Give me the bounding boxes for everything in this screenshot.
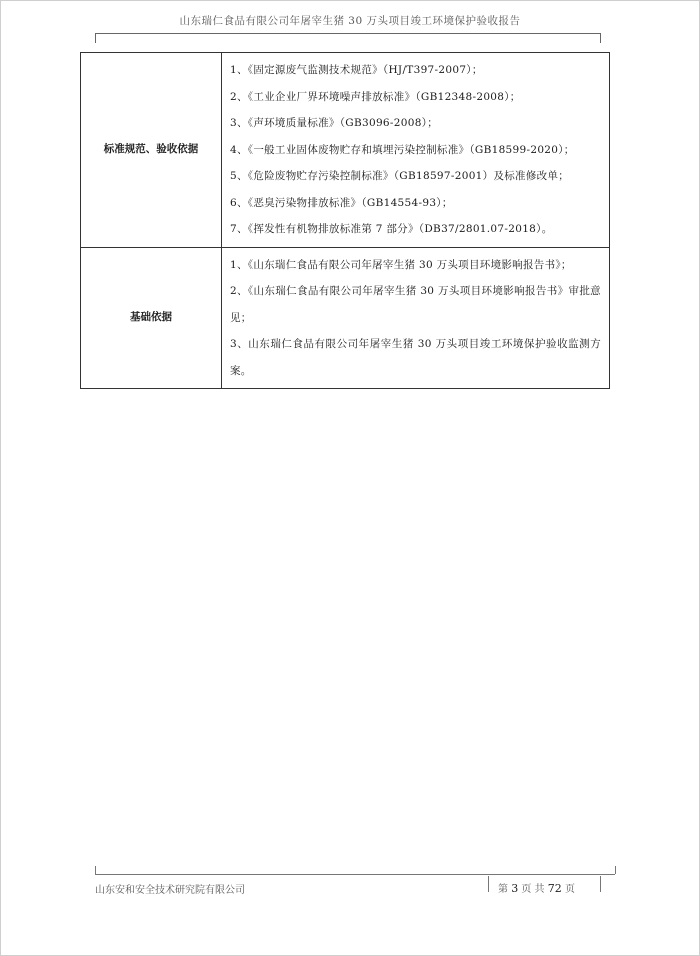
standards-table: [80, 52, 610, 389]
footer-divider: [488, 876, 489, 892]
list-item: 6、《恶臭污染物排放标准》（GB14554-93）；: [230, 196, 453, 209]
footer-company: 山东安和安全技术研究院有限公司: [95, 885, 245, 896]
page-header-title: 山东瑞仁食品有限公司年屠宰生猪 30 万头项目竣工环境保护验收报告: [179, 15, 521, 27]
list-item: 3、山东瑞仁食品有限公司年屠宰生猪 30 万头项目竣工环境保护验收监测方案。: [230, 338, 601, 377]
page-mid: 页 共: [521, 884, 545, 895]
footer-tick-right: [615, 866, 616, 874]
page-suffix: 页: [564, 884, 575, 895]
list-item: 5、《危险废物贮存污染控制标准》（GB18597-2001）及标准修改单；: [230, 170, 570, 182]
footer-divider: [600, 876, 601, 892]
list-item: 1、《固定源废气监测技术规范》（HJ/T397-2007）；: [230, 64, 483, 76]
page-total: 72: [547, 882, 562, 895]
row-content-basis: [222, 247, 610, 389]
page-indicator: [498, 880, 575, 895]
header-tick-right: [600, 33, 601, 43]
row-content-standards: [222, 53, 610, 248]
table-row-basis: [81, 247, 610, 389]
table-row-standards: [81, 53, 610, 248]
list-item: 2、《工业企业厂界环境噪声排放标准》（GB12348-2008）；: [230, 90, 521, 103]
row-label-basis: 基础依据: [81, 247, 222, 389]
footer-tick-left: [95, 866, 96, 874]
page-number: 3: [511, 882, 519, 895]
page-prefix: 第: [498, 884, 508, 895]
list-item: 4、《一般工业固体废物贮存和填埋污染控制标准》（GB18599-2020）；: [230, 143, 575, 156]
row-label-standards: 标准规范、验收依据: [81, 53, 222, 248]
list-item: 3、《声环境质量标准》（GB3096-2008）；: [230, 117, 439, 129]
list-item: 7、《挥发性有机物排放标准第 7 部分》（DB37/2801.07-2018）。: [230, 223, 553, 235]
footer-rule: [95, 874, 615, 875]
list-item: 2、《山东瑞仁食品有限公司年屠宰生猪 30 万头项目环境影响报告书》审批意见；: [230, 285, 601, 324]
list-item: 1、《山东瑞仁食品有限公司年屠宰生猪 30 万头项目环境影响报告书》；: [230, 258, 572, 271]
header-tick-left: [95, 33, 96, 43]
header-rule: [95, 33, 600, 34]
